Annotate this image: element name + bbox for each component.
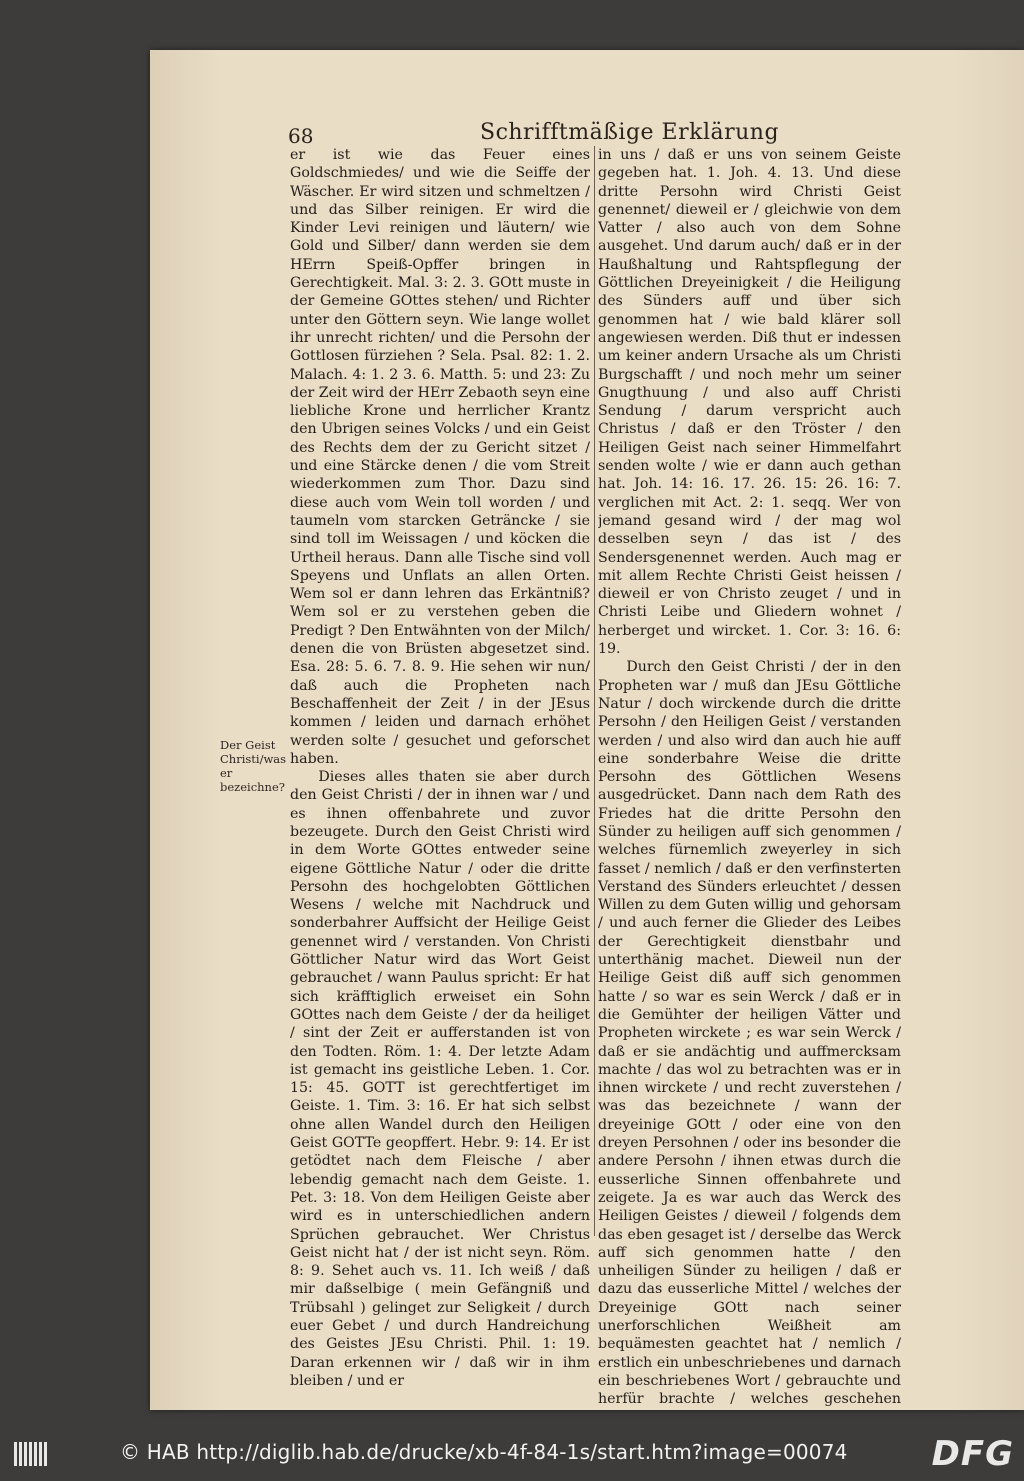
book-page	[150, 50, 1024, 1410]
paragraph: er ist wie das Feuer eines Goldschmiedes/ und wie die Seiffe der Wäscher. Er wird sitzen und schmeltzen / und das Silber reinigen. Er wird die Kinder Levi reinigen und läutern/ wie Gold und Silber/ dann werden sie dem HErrn Speiß-Opffer bringen in Gerechtigkeit. Mal. 3: 2. 3. GOtt muste in der Gemeine GOttes stehen/ und Richter unter den Göttern seyn. Wie lange wollet ihr unrecht richten/ und die Persohn der Gottlosen fürziehen ? Sela. Psal. 82: 1. 2. Malach. 4: 1. 2 3. 6. Matth. 5: und 23: Zu der Zeit wird der HErr Zebaoth seyn eine liebliche Krone und herrlicher Krantz den Ubrigen seines Volcks / und ein Geist des Rechts dem der zu Gericht sitzet / und eine Stärcke denen / die vom Streit wiederkommen zum Thor. Dazu sind diese auch vom Wein toll worden / und taumeln vom starcken Geträncke / sie sind toll im Weissagen / und köcken die Urtheil heraus. Dann alle Tische sind voll Speyens und Unflats an allen Orten. Wem sol er dann lehren das Erkäntniß? Wem sol er zu verstehen geben die Predigt ? Den Entwähnten von der Milch/ denen die von Brüsten abgesetzet sind. Esa. 28: 5. 6. 7. 8. 9. Hie sehen wir nun/ daß auch die Propheten nach Beschaffenheit der Zeit / in der JEsus kommen / leiden und darnach erhöhet werden solte / gesuchet und geforschet haben.	[290, 147, 590, 767]
text-column-left	[290, 146, 590, 1390]
paragraph: in uns / daß er uns von seinem Geiste gegeben hat. 1. Joh. 4. 13. Und diese dritte Persohn wird Christi Geist genennet/ dieweil er / gleichwie von dem Vatter / also auch von dem Sohne ausgehet. Und darum auch/ daß er in der Haußhaltung und Rahtspflegung der Göttlichen Dreyeinigkeit / die Heiligung des Sünders auff und über sich genommen hat / wie bald klärer soll angewiesen werden. Diß thut er indessen um keiner andern Ursache als um Christi Burgschafft / und noch mehr um seiner Gnugthuung / und also auff Christi Sendung / darum verspricht auch Christus / daß er den Tröster / den Heiligen Geist nach seiner Himmelfahrt senden wolte / wie er dann auch gethan hat. Joh. 14: 16. 17. 26. 15: 26. 16: 7. verglichen mit Act. 2: 1. seqq. Wer von jemand gesand wird / der mag wol desselben seyn / das ist / des Sendersgenennet werden. Auch mag er mit allem Rechte Christi Geist heissen / dieweil er von Christo zeuget / und in Christi Leibe und Gliedern wohnet / herberget und wircket. 1. Cor. 3: 16. 6: 19.	[598, 147, 901, 658]
copyright-link[interactable]: © HAB http://diglib.hab.de/drucke/xb-4f-84-1s/start.htm?image=00074	[120, 1440, 848, 1464]
text-column-right	[598, 146, 901, 1410]
paragraph: Durch den Geist Christi / der in den Propheten war / muß dan JEsu Göttliche Natur / doch wirckende durch die dritte Persohn / den Heiligen Geist / verstanden werden / und also wird dan auch hie auff eine sonderbahre Weise die dritte Persohn des Göttlichen Wesens ausgedrücket. Dann nach dem Rath des Friedes hat die dritte Persohn den Sünder zu heiligen auff sich genommen / welches fürnemlich zweyerley in sich fasset / nemlich / daß er den verfinsterten Verstand des Sünders erleuchtet / dessen Willen zu dem Guten willig und gehorsam / und auch ferner die Glieder des Leibes der Gerechtigkeit dienstbahr und unterthänig machet. Dieweil nun der Heilige Geist diß auff sich genommen hatte / so war es sein Werck / daß er in die Gemühter der heiligen Vätter und Propheten wirckete ; es war sein Werck / daß er sie andächtig und auffmercksam machte / das wol zu betrachten was er in ihnen wirckete / und recht zuverstehen / was das bezeichnete / wann der dreyeinige GOtt / oder eine von den dreyen Persohnen / oder ins besonder die andere Persohn / ihnen etwas durch die eusserliche Sinnen offenbahrete und zeigete. Ja es war auch das Werck des Heiligen Geistes / dieweil / folgends dem das eben gesaget ist / derselbe das Werck auff sich genommen hatte / den unheiligen Sünder zu heiligen / daß er dazu das eusserliche Mittel / welches der Dreyeinige GOtt nach seiner unerforschlichen Weißheit am bequämesten geachtet hat / nemlich / erstlich ein unbeschriebenes und darnach ein beschriebenes Wort / gebrauchte und herfür brachte / welches geschehen	[598, 659, 901, 1408]
hab-library-logo-icon	[14, 1442, 50, 1466]
margin-note: Der Geist Christi/was er bezeichne?	[220, 738, 287, 794]
page-number: 68	[288, 124, 314, 148]
viewer-footer	[0, 1420, 1024, 1481]
running-head: Schrifftmäßige Erklärung	[480, 120, 780, 145]
dfg-logo: DFG	[931, 1434, 1014, 1474]
column-divider	[594, 146, 595, 1236]
paragraph: Dieses alles thaten sie aber durch den Geist Christi / der in ihnen war / und es ihnen offenbahrete und zuvor bezeugete. Durch den Geist Christi wird in dem Worte GOttes entweder seine eigene Göttliche Natur / oder die dritte Persohn des hochgelobten Göttlichen Wesens / welche mit Nachdruck und sonderbahrer Auffsicht der Heilige Geist genennet wird / verstanden. Von Christi Göttlicher Natur wird das Wort Geist gebrauchet / wann Paulus spricht: Er hat sich kräfftiglich erweiset ein Sohn GOttes nach dem Geiste / der da heiliget / sint der Zeit er aufferstanden ist von den Todten. Röm. 1: 4. Der letzte Adam ist gemacht ins geistliche Leben. 1. Cor. 15: 45. GOTT ist gerechtfertiget im Geiste. 1. Tim. 3: 16. Er hat sich selbst ohne allen Wandel durch den Heiligen Geist GOTTe geopffert. Hebr. 9: 14. Er ist getödtet nach dem Fleische / aber lebendig gemacht nach dem Geiste. 1. Pet. 3: 18. Von dem Heiligen Geiste aber wird es in unterschiedlichen andern Sprüchen gebrauchet. Wer Christus Geist nicht hat / der ist nicht seyn. Röm. 8: 9. Sehet auch vs. 11. Ich weiß / daß mir daßselbige ( mein Gefängniß und Trübsahl ) gelinget zur Seligkeit / durch euer Gebet / und durch Handreichung des Geistes JEsu Christi. Phil. 1: 19. Daran erkennen wir / daß wir in ihm bleiben / und er	[290, 769, 590, 1389]
